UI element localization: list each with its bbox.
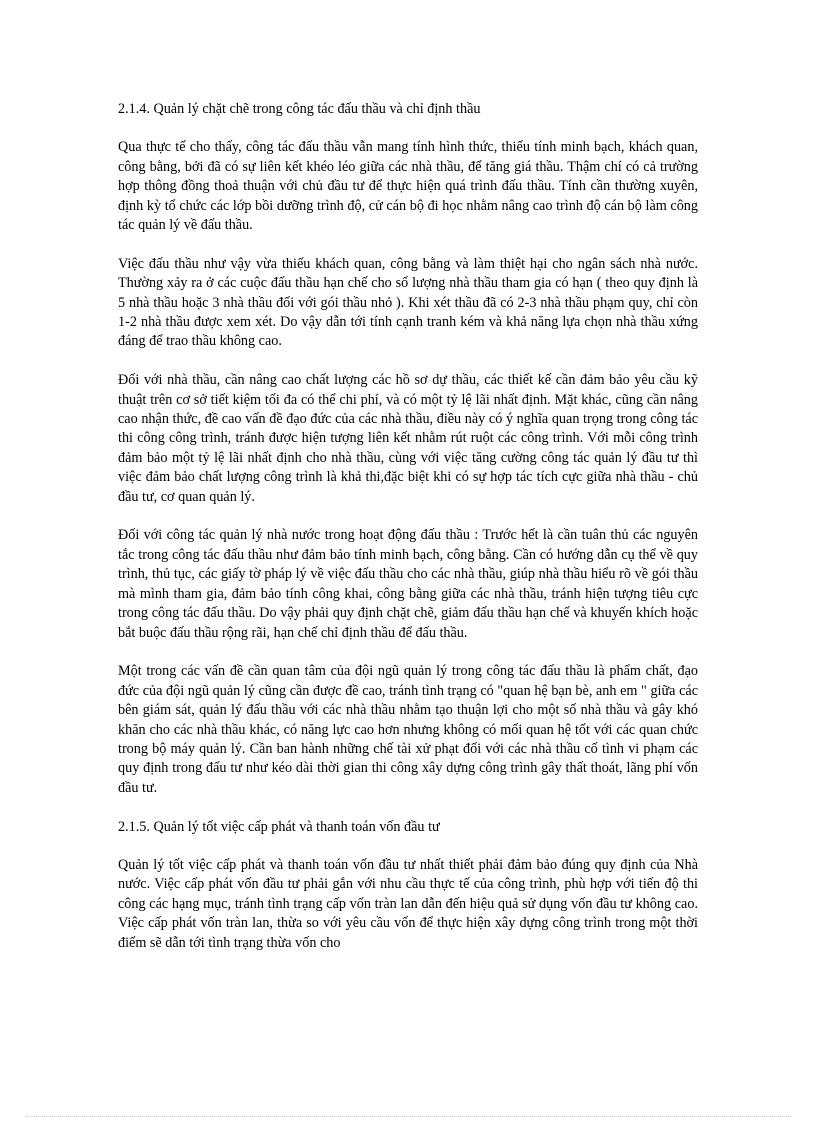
- paragraph-capital-allocation: Quản lý tốt việc cấp phát và thanh toán vốn đầu tư nhất thiết phải đảm bảo đúng quy định của Nhà nước. Việc cấp phát vốn đầu tư phải gắn với nhu cầu thực tế của công trình, phù hợp với tiến độ thi công các hạng mục, tránh tình trạng cấp vốn tràn lan dẫn đến hiệu quả sử dụng vốn đầu tư không cao. Việc cấp phát vốn tràn lan, thừa so với yêu cầu vốn để thực hiện xây dựng công trình trong một thời điểm sẽ dẫn tới tình trạng thừa vốn cho: [118, 856, 698, 951]
- paragraph-reality: Qua thực tế cho thấy, công tác đấu thầu vẫn mang tính hình thức, thiếu tính minh bạch, khách quan, công bằng, bởi đã có sự liên kết khéo léo giữa các nhà thầu, để tăng giá thầu. Thậm chí có cả trường hợp thông đồng thoả thuận với chủ đầu tư để thực hiện quá trình đấu thầu. Tính cần thường xuyên, định kỳ tổ chức các lớp bồi dưỡng trình độ, cử cán bộ đi học nhằm nâng cao trình độ cán bộ làm công tác quản lý về đấu thầu.: [118, 139, 698, 234]
- document-page: [118, 100, 698, 972]
- paragraph-management-ethics: Một trong các vấn đề cần quan tâm của đội ngũ quản lý trong công tác đấu thầu là phẩm chất, đạo đức của đội ngũ quản lý cũng cần được đề cao, tránh tình trạng có "quan hệ bạn bè, anh em " giữa các bên giám sát, quản lý đấu thầu với các nhà thầu nhằm tạo thuận lợi cho một số nhà thầu và gây khó khăn cho các nhà thầu khác, có năng lực cao hơn nhưng không có mối quan hệ tốt với các quan chức trong bộ máy quản lý. Cần ban hành những chế tài xử phạt đối với các nhà thầu cố tình vi phạm các quy định trong đấu tư như kéo dài thời gian thi công xây dựng công trình gây thất thoát, lãng phí vốn đầu tư.: [118, 663, 698, 796]
- page-bottom-divider: [25, 1116, 791, 1117]
- paragraph-limited-bidding: Việc đấu thầu như vậy vừa thiếu khách quan, công bằng và làm thiệt hại cho ngân sách nhà nước. Thường xảy ra ở các cuộc đấu thầu hạn chế cho số lượng nhà thầu tham gia có hạn ( theo quy định là 5 nhà thầu hoặc 3 nhà thầu đối với gói thầu nhỏ ). Khi xét thầu đã có 2-3 nhà thầu phạm quy, chỉ còn 1-2 nhà thầu được xem xét. Do vậy dẫn tới tính cạnh tranh kém và khả năng lựa chọn nhà thầu xứng đáng để trao thầu không cao.: [118, 255, 698, 350]
- section-heading-2-1-5: 2.1.5. Quản lý tốt việc cấp phát và thanh toán vốn đầu tư: [118, 818, 440, 835]
- paragraph-contractors: Đối với nhà thầu, cần nâng cao chất lượng các hồ sơ dự thầu, các thiết kế cần đảm bảo yêu cầu kỹ thuật trên cơ sở tiết kiệm tối đa có thể chi phí, và có một tỷ lệ lãi nhất định. Mặt khác, cũng cần nâng cao nhận thức, đề cao vấn đề đạo đức của các nhà thầu, điều này có ý nghĩa quan trọng trong công tác thi công công trình, tránh được hiện tượng liên kết nhằm rút ruột các công trình. Với mỗi công trình đảm bảo một tỷ lệ lãi nhất định cho nhà thầu, cùng với việc tăng cường công tác quản lý đầu tư thì việc đảm bảo chất lượng công trình là khả thi,đặc biệt khi có sự hợp tác tích cực giữa nhà thầu - chủ đầu tư, cơ quan quản lý.: [118, 372, 698, 505]
- section-heading-2-1-4: 2.1.4. Quản lý chặt chẽ trong công tác đấu thầu và chỉ định thầu: [118, 101, 481, 117]
- paragraph-state-management: Đối với công tác quản lý nhà nước trong hoạt động đấu thầu : Trước hết là cần tuân thủ các nguyên tắc trong công tác đấu thầu như đảm bảo tính minh bạch, công bằng. Cần có hướng dẫn cụ thể về quy trình, thủ tục, các giấy tờ pháp lý về việc đấu thầu cho các nhà thầu, giúp nhà thầu hiểu rõ về gói thầu mà mình tham gia, đảm bảo tính công khai, công bằng giữa các nhà thầu, tránh hiện tượng tiêu cực trong công tác đấu thầu. Do vậy phải quy định chặt chẽ, giảm đấu thầu hạn chế và khuyến khích hoặc bắt buộc đấu thầu rộng rãi, hạn chế chỉ định thầu để đấu thầu.: [118, 527, 698, 641]
